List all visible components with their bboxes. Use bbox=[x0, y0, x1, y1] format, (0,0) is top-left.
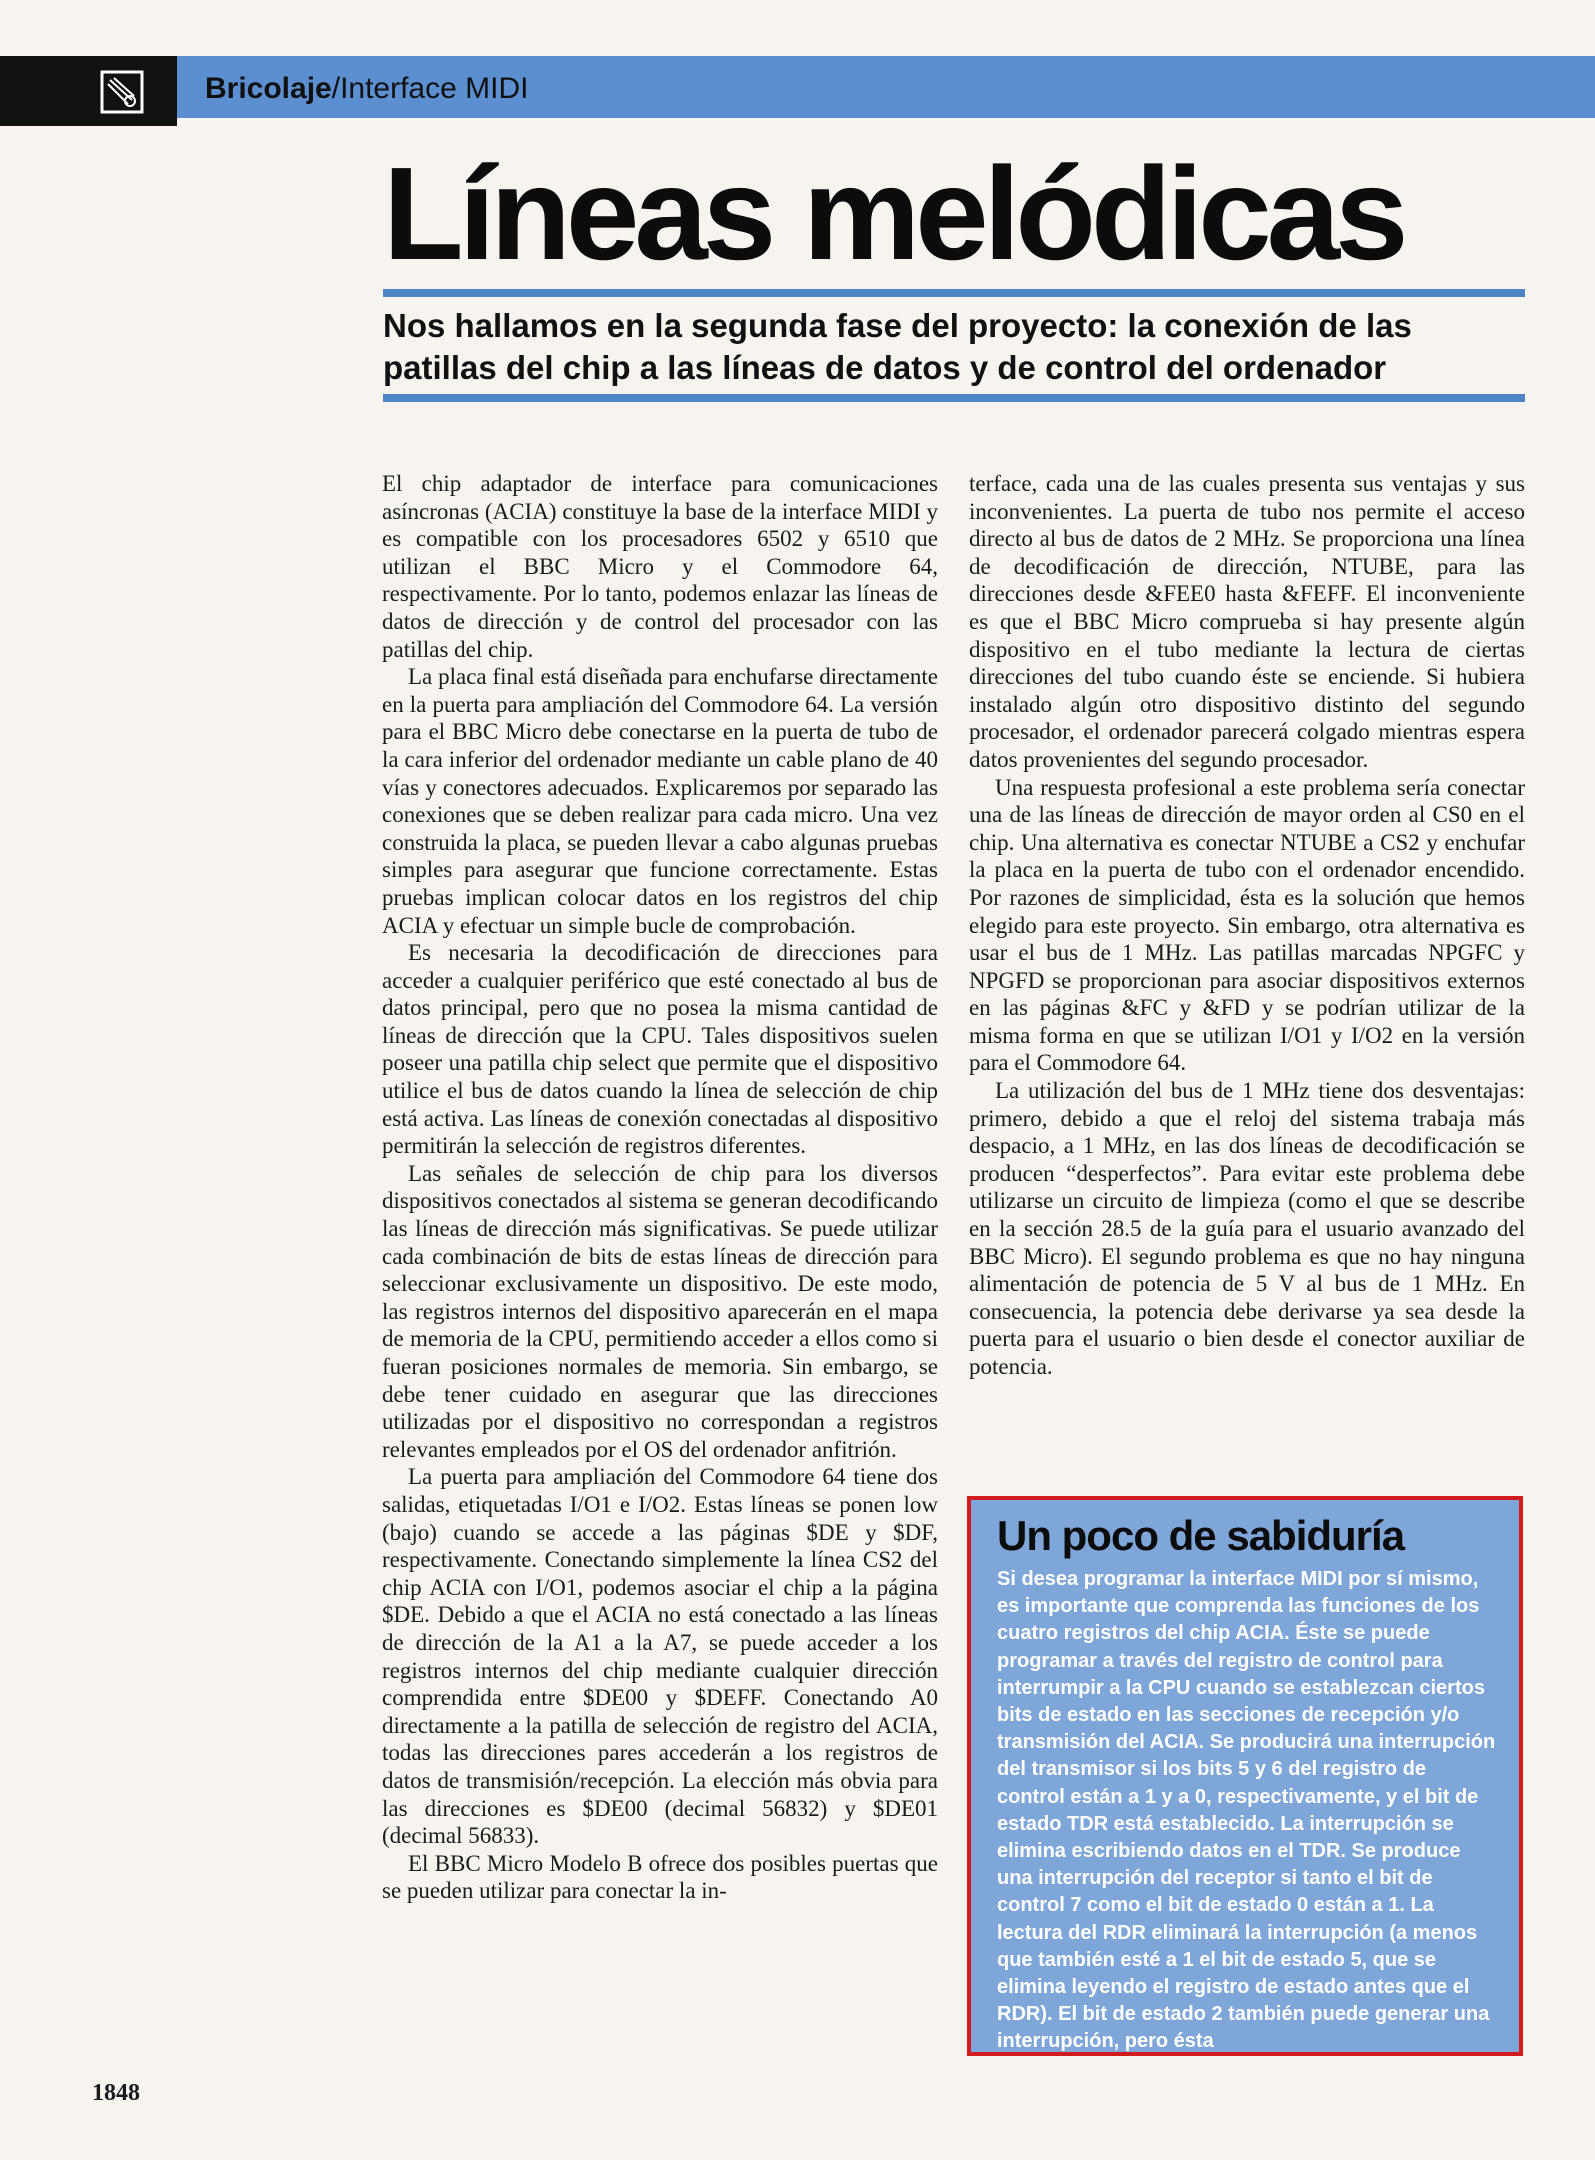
paragraph: La placa final está diseñada para enchufarse directamente en la puerta para ampliación del Commodore 64. La versión para el BBC Micro debe conectarse en la puerta de tubo de la cara inferior del ordenador mediante un cable plano de 40 vías y conectores adecuados. Explicaremos por separado las conexiones que se deben realizar para cada micro. Una vez construida la placa, se pueden llevar a cabo algunas pruebas simples para asegurar que funcione correctamente. Estas pruebas implican colocar datos en los registros del chip ACIA y efectuar un simple bucle de comprobación. bbox=[382, 664, 938, 938]
section-label-rest: /Interface MIDI bbox=[331, 72, 529, 105]
title-rule-top bbox=[383, 289, 1525, 297]
sidebar-body: Si desea programar la interface MIDI por sí mismo, es importante que comprenda las funciones de los cuatro registros del chip ACIA. Éste se puede programar a través del registro de control para interrumpir a la CPU cuando se establezcan ciertos bits de estado en las secciones de recepción y/o transmisión del ACIA. Se producirá una interrupción del transmisor si los bits 5 y 6 del registro de control están a 1 y a 0, respectivamente, y el bit de estado TDR está establecido. La interrupción se elimina escribiendo datos en el TDR. Se produce una interrupción del receptor si tanto el bit de control 7 como el bit de estado 0 están a 1. La lectura del RDR eliminará la interrupción (a menos que también esté a 1 el bit de estado 5, que se elimina leyendo el registro de estado antes que el RDR). El bit de estado 2 también puede generar una interrupción, pero ésta bbox=[997, 1568, 1496, 2053]
paragraph: Es necesaria la decodificación de direcciones para acceder a cualquier periférico que esté conectado al bus de datos principal, pero que no posea la misma cantidad de líneas de dirección que la CPU. Tales dispositivos suelen poseer una patilla chip select que permite que el dispositivo utilice el bus de datos cuando la línea de selección de chip está activa. Las líneas de conexión conectadas al dispositivo permitirán la selección de registros diferentes. bbox=[382, 940, 938, 1159]
body-column-1 bbox=[382, 470, 938, 1905]
article-subtitle: Nos hallamos en la segunda fase del proyecto: la conexión de las patillas del chip a las líneas de datos y de control del ordenador bbox=[383, 307, 1412, 386]
paragraph: El chip adaptador de interface para comunicaciones asíncronas (ACIA) constituye la base de la interface MIDI y es compatible con los procesadores 6502 y 6510 que utilizan el BBC Micro y el Commodore 64, respectivamente. Por lo tanto, podemos enlazar las líneas de datos de dirección y de control del procesador con las patillas del chip. bbox=[382, 471, 938, 662]
pen-nib-icon bbox=[100, 70, 144, 114]
body-column-2 bbox=[969, 470, 1525, 1381]
page-number: 1848 bbox=[92, 2080, 140, 2106]
paragraph: Las señales de selección de chip para los diversos dispositivos conectados al sistema se generan decodificando las líneas de dirección más significativas. Se puede utilizar cada combinación de bits de estas líneas de dirección para seleccionar exclusivamente un dispositivo. De este modo, las registros internos del dispositivo aparecerán en el mapa de memoria de la CPU, permitiendo acceder a ellos como si fueran posiciones normales de memoria. Sin embargo, se debe tener cuidado en asegurar que las direcciones utilizadas por el dispositivo no correspondan a registros relevantes empleados por el OS del ordenador anfitrión. bbox=[382, 1160, 938, 1462]
section-label bbox=[205, 72, 528, 106]
paragraph: terface, cada una de las cuales presenta sus ventajas y sus inconvenientes. La puerta de tubo nos permite el acceso directo al bus de datos de 2 MHz. Se proporciona una línea de decodificación de dirección, NTUBE, para las direcciones desde &FEE0 hasta &FEFF. El inconveniente es que el BBC Micro comprueba si hay presente algún dispositivo en el tubo mediante la lectura de ciertas direcciones del tubo cuando éste se enciende. Si hubiera instalado algún otro dispositivo distinto del segundo procesador, el ordenador parecerá colgado mientras espera datos provenientes del segundo procesador. bbox=[969, 471, 1525, 772]
sidebar-box bbox=[967, 1496, 1523, 2056]
paragraph: El BBC Micro Modelo B ofrece dos posibles puertas que se pueden utilizar para conectar la in- bbox=[382, 1850, 938, 1904]
paragraph: La utilización del bus de 1 MHz tiene dos desventajas: primero, debido a que el reloj del sistema trabaja más despacio, a 1 MHz, en las dos líneas de decodificación se producen “desperfectos”. Para evitar este problema debe utilizarse un circuito de limpieza (como el que se describe en la sección 28.5 de la guía para el usuario avanzado del BBC Micro). El segundo problema es que no hay ninguna alimentación de potencia de 5 V al bus de 1 MHz. En consecuencia, la potencia debe derivarse ya sea desde la puerta para el usuario o bien desde el conector auxiliar de potencia. bbox=[969, 1078, 1525, 1379]
paragraph: Una respuesta profesional a este problema sería conectar una de las líneas de dirección de mayor orden al CS0 en el chip. Una alternativa es conectar NTUBE a CS2 y enchufar la placa en la puerta de tubo con el ordenador encendido. Por razones de simplicidad, ésta es la solución que hemos elegido para este proyecto. Sin embargo, otra alternativa es usar el bus de 1 MHz. Las patillas marcadas NPGFC y NPGFD se proporcionan para asociar dispositivos externos en las páginas &FC y &FD y se podrían utilizar de la misma forma en que se utilizan I/O1 y I/O2 en la versión para el Commodore 64. bbox=[969, 774, 1525, 1076]
title-rule-bottom bbox=[383, 394, 1525, 402]
paragraph: La puerta para ampliación del Commodore 64 tiene dos salidas, etiquetadas I/O1 e I/O2. Estas líneas se ponen low (bajo) cuando se accede a las páginas $DE y $DF, respectivamente. Conectando simplemente la línea CS2 del chip ACIA con I/O1, podemos asociar el chip a la página $DE. Debido a que el ACIA no está conectado a las líneas de dirección de la A1 a la A7, se puede acceder a los registros internos del chip mediante cualquier dirección comprendida entre $DE00 y $DEFF. Conectando A0 directamente a la patilla de selección de registro del ACIA, todas las direcciones pares accederán a los registros de datos de transmisión/recepción. La elección más obvia para las direcciones es $DE00 (decimal 56832) y $DE01 (decimal 56833). bbox=[382, 1464, 938, 1849]
article-title: Líneas melódicas bbox=[383, 140, 1404, 287]
section-label-bold: Bricolaje bbox=[205, 72, 332, 105]
section-logo-box bbox=[0, 56, 177, 126]
sidebar-title: Un poco de sabiduría bbox=[997, 1512, 1405, 1559]
